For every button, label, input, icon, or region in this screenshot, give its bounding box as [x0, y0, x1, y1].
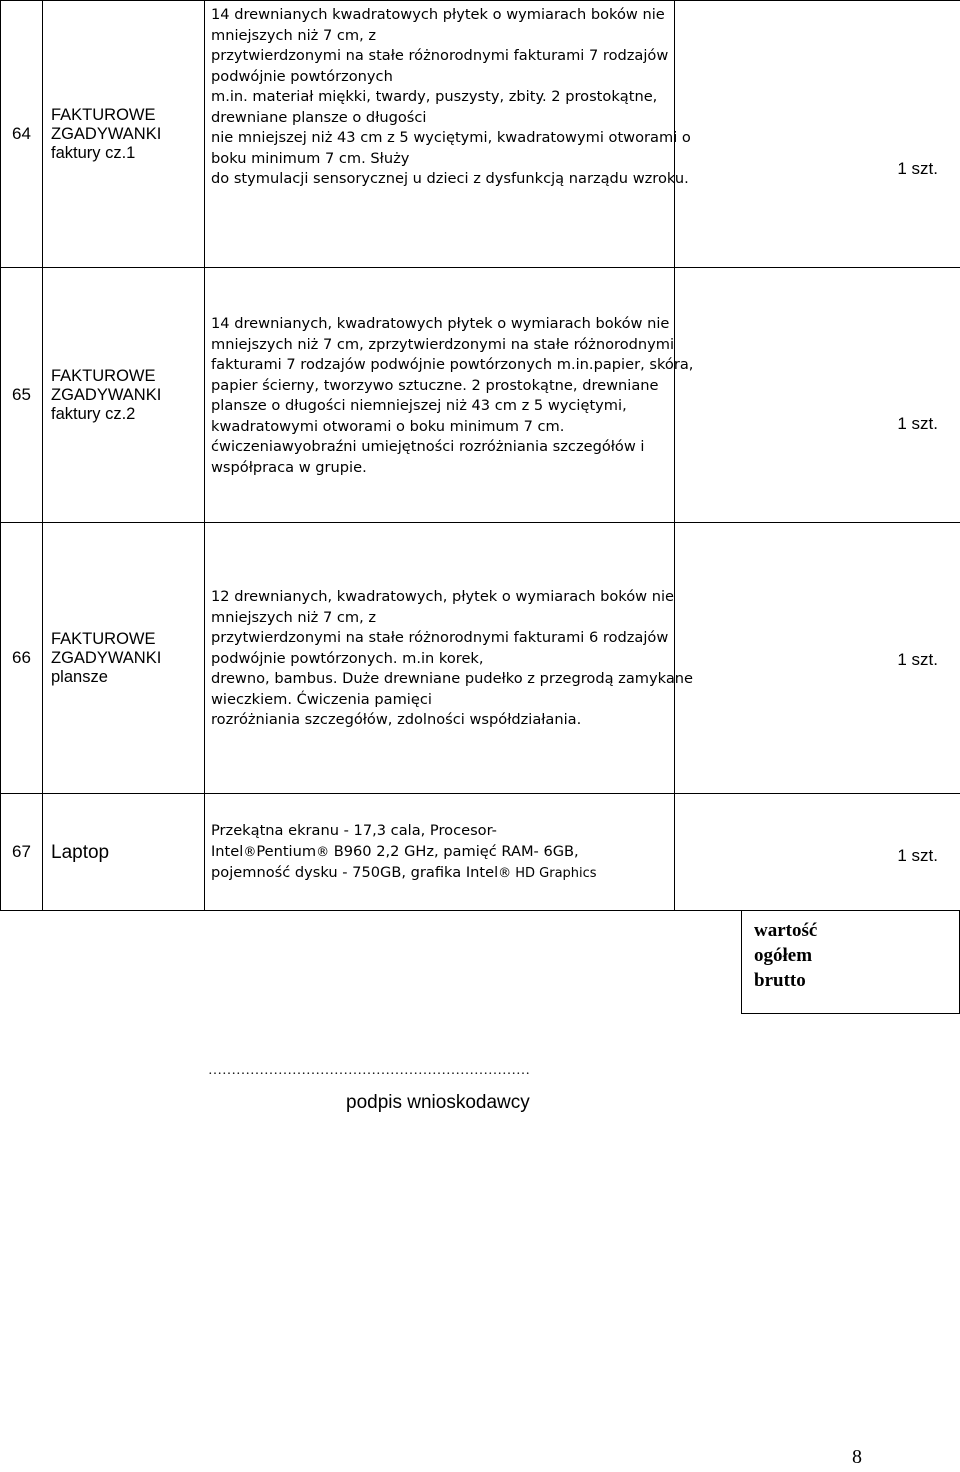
item-name-line: ZGADYWANKI	[51, 124, 162, 143]
description-line: 14 drewnianych kwadratowych płytek o wymiarach boków nie	[211, 6, 665, 23]
description-line: mniejszych niż 7 cm, z	[211, 608, 377, 626]
description-line: m.in. materiał miękki, twardy, puszysty, zbity. 2 prostokątne,	[211, 88, 658, 105]
row-number: 66	[1, 523, 43, 794]
description-line: nie mniejszej niż 43 cm z 5 wyciętymi, kwadratowymi otworami o	[211, 129, 691, 146]
signature-line: ……………………………………………………………	[208, 1063, 530, 1078]
item-name-line: FAKTUROWE	[51, 105, 156, 124]
table-row	[1, 523, 960, 794]
registered-mark: ®	[243, 844, 257, 860]
item-name	[43, 794, 205, 911]
row-number: 64	[1, 1, 43, 268]
description-line: 12 drewnianych, kwadratowych, płytek o wymiarach boków nie	[211, 588, 675, 606]
description-line: współpraca w grupie.	[211, 458, 367, 476]
item-name-line: FAKTUROWE	[51, 366, 156, 385]
description-line: podwójnie powtórzonych	[211, 67, 393, 85]
description-line: ćwiczeniawyobraźni umiejętności rozróżniania szczegółów i	[211, 438, 645, 455]
item-name-line: plansze	[51, 667, 108, 686]
row-number: 65	[1, 268, 43, 523]
description-line: papier ścierny, tworzywo sztuczne. 2 prostokątne, drewniane	[211, 376, 659, 394]
description-line: mniejszych niż 7 cm, z	[211, 26, 377, 44]
item-description	[205, 268, 694, 523]
item-name-line: ZGADYWANKI	[51, 648, 162, 667]
description-line	[211, 842, 668, 864]
description-line: plansze o długości niemniejszej niż 43 cm z 5 wyciętymi,	[211, 397, 627, 414]
total-label-line: wartość	[754, 920, 818, 941]
signature-label: podpis wnioskodawcy	[346, 1092, 530, 1113]
description-line: mniejszych niż 7 cm, zprzytwierdzonymi na stałe różnorodnymi	[211, 335, 675, 353]
item-name-line: faktury cz.2	[51, 404, 136, 423]
item-name	[43, 523, 205, 794]
description-line: fakturami 7 rodzajów podwójnie powtórzonych m.in.papier, skóra,	[211, 356, 694, 373]
description-line: 14 drewnianych, kwadratowych płytek o wymiarach boków nie	[211, 315, 670, 332]
item-quantity: 1 szt.	[675, 523, 960, 794]
total-value-label	[754, 918, 817, 993]
total-label-line: brutto	[754, 970, 806, 991]
total-label-line: ogółem	[754, 945, 813, 966]
item-name-line: FAKTUROWE	[51, 629, 156, 648]
row-number: 67	[1, 794, 43, 911]
item-name	[43, 1, 205, 268]
description-line: drewno, bambus. Duże drewniane pudełko z przegrodą zamykane	[211, 670, 694, 688]
item-quantity: 1 szt.	[675, 1, 960, 268]
spec-text: HD Graphics	[511, 866, 597, 882]
description-line: drewniane plansze o długości	[211, 108, 427, 126]
description-line: kwadratowymi otworami o boku minimum 7 cm.	[211, 417, 565, 435]
description-line: rozróżniania szczegółów, zdolności współdziałania.	[211, 711, 582, 729]
table-row	[1, 268, 960, 523]
item-name-line: faktury cz.1	[51, 143, 136, 162]
table-row	[1, 1, 960, 268]
item-quantity: 1 szt.	[675, 794, 960, 911]
item-name	[43, 268, 205, 523]
registered-mark: ®	[316, 844, 330, 860]
brand-text: Pentium	[256, 842, 317, 860]
description-line: przytwierdzonymi na stałe różnorodnymi fakturami 6 rodzajów	[211, 629, 669, 647]
item-description	[205, 523, 694, 794]
description-line: do stymulacji sensorycznej u dzieci z dysfunkcją narządu wzroku.	[211, 170, 689, 187]
spec-text: B960 2,2 GHz, pamięć RAM- 6GB,	[329, 842, 579, 860]
description-line: Przekątna ekranu - 17,3 cala, Procesor-	[211, 822, 497, 840]
item-description	[205, 794, 675, 911]
item-name-line: ZGADYWANKI	[51, 385, 162, 404]
description-line	[211, 863, 668, 885]
item-description	[205, 1, 691, 268]
description-line: wieczkiem. Ćwiczenia pamięci	[211, 690, 432, 708]
description-line: boku minimum 7 cm. Służy	[211, 149, 410, 167]
brand-text: Intel	[211, 842, 244, 860]
description-line: podwójnie powtórzonych. m.in korek,	[211, 649, 484, 667]
spec-text: pojemność dysku - 750GB, grafika Intel	[211, 864, 499, 882]
total-value-box	[741, 910, 960, 1014]
description-line: przytwierdzonymi na stałe różnorodnymi fakturami 7 rodzajów	[211, 47, 669, 64]
registered-mark: ®	[498, 866, 512, 882]
page-number: 8	[852, 1446, 862, 1468]
item-name-line: Laptop	[51, 841, 110, 863]
item-quantity: 1 szt.	[675, 268, 960, 523]
table-row	[1, 794, 960, 911]
